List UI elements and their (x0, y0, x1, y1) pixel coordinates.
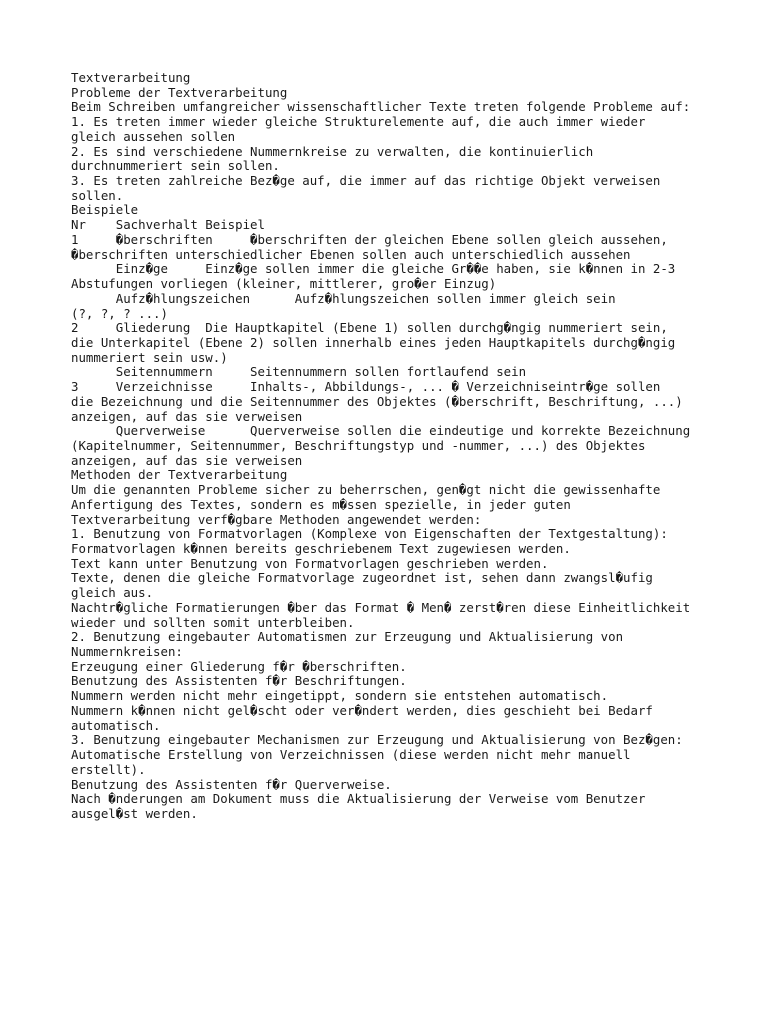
text-line: Einz�ge Einz�ge sollen immer die gleiche Gr��e haben, sie k�nnen in 2-3 (71, 261, 676, 277)
text-line: Beim Schreiben umfangreicher wissenschaftlicher Texte treten folgende Probleme auf: (71, 99, 691, 115)
text-line: Nummern k�nnen nicht gel�scht oder ver�ndert werden, dies geschieht bei Bedarf (71, 702, 653, 718)
text-line: Abstufungen vorliegen (kleiner, mittlerer, gro�er Einzug) (71, 276, 497, 292)
text-line: gleich aus. (71, 585, 154, 601)
text-line: Um die genannten Probleme sicher zu beherrschen, gen�gt nicht die gewissenhafte (71, 482, 661, 498)
text-line: 2 Gliederung Die Hauptkapitel (Ebene 1) sollen durchg�ngig nummeriert sein, (71, 320, 668, 336)
text-line: 3. Es treten zahlreiche Bez�ge auf, die immer auf das richtige Objekt verweisen (71, 173, 661, 189)
text-line: anzeigen, auf das sie verweisen (71, 408, 303, 424)
text-line: Formatvorlagen k�nnen bereits geschriebenem Text zugewiesen werden. (71, 541, 571, 556)
text-line: gleich aussehen sollen (71, 128, 236, 144)
text-line: 3 Verzeichnisse Inhalts-, Abbildungs-, ... � Verzeichniseintr�ge sollen (71, 379, 661, 395)
document-body (71, 71, 711, 822)
text-line: Probleme der Textverarbeitung (71, 84, 288, 100)
text-line: Texte, denen die gleiche Formatvorlage zugeordnet ist, sehen dann zwangsl�ufig (71, 570, 653, 586)
text-line: 1. Es treten immer wieder gleiche Strukturelemente auf, die auch immer wieder (71, 114, 646, 130)
text-line: Nr Sachverhalt Beispiel (71, 217, 265, 233)
text-line: Nach �nderungen am Dokument muss die Aktualisierung der Verweise vom Benutzer (71, 791, 646, 807)
text-line: 3. Benutzung eingebauter Mechanismen zur Erzeugung und Aktualisierung von Bez�gen: (71, 732, 683, 748)
text-line: Benutzung des Assistenten f�r Beschriftungen. (71, 673, 407, 689)
text-line: die Bezeichnung und die Seitennummer des Objektes (�berschrift, Beschriftung, ...) (71, 393, 683, 409)
text-line: durchnummeriert sein sollen. (71, 158, 280, 174)
text-line: Benutzung des Assistenten f�r Querverweise. (71, 776, 392, 792)
text-line: automatisch. (71, 717, 161, 733)
text-line: (?, ?, ? ...) (71, 305, 168, 321)
text-line: (Kapitelnummer, Seitennummer, Beschriftungstyp und -nummer, ...) des Objektes (71, 437, 646, 453)
text-line: wieder und sollten somit unterbleiben. (71, 614, 355, 630)
text-line: Text kann unter Benutzung von Formatvorlagen geschrieben werden. (71, 555, 549, 571)
text-line: Erzeugung einer Gliederung f�r �berschriften. (71, 658, 407, 674)
text-line: Textverarbeitung (71, 70, 191, 85)
text-line: Automatische Erstellung von Verzeichnissen (diese werden nicht mehr manuell (71, 747, 631, 763)
text-line: Nummern werden nicht mehr eingetippt, sondern sie entstehen automatisch. (71, 688, 609, 704)
text-line: anzeigen, auf das sie verweisen (71, 452, 303, 468)
text-line: die Unterkapitel (Ebene 2) sollen innerhalb eines jeden Hauptkapitels durchg�ngig (71, 334, 676, 350)
text-line: Nachtr�gliche Formatierungen �ber das Format � Men� zerst�ren diese Einheitlichkeit (71, 599, 691, 615)
text-line: Aufz�hlungszeichen Aufz�hlungszeichen sollen immer gleich sein (71, 290, 616, 306)
text-line: erstellt). (71, 761, 146, 777)
text-line: Textverarbeitung verf�gbare Methoden angewendet werden: (71, 511, 482, 527)
text-line: nummeriert sein usw.) (71, 349, 228, 365)
text-line: 2. Es sind verschiedene Nummernkreise zu verwalten, die kontinuierlich (71, 143, 594, 159)
text-line: Beispiele (71, 202, 139, 218)
text-line: Seitennummern Seitennummern sollen fortlaufend sein (71, 364, 527, 380)
text-line: �berschriften unterschiedlicher Ebenen sollen auch unterschiedlich aussehen (71, 246, 631, 262)
text-line: Querverweise Querverweise sollen die eindeutige und korrekte Bezeichnung (71, 423, 691, 439)
text-line: 1 �berschriften �berschriften der gleichen Ebene sollen gleich aussehen, (71, 231, 668, 247)
text-line: 1. Benutzung von Formatvorlagen (Komplexe von Eigenschaften der Textgestaltung): (71, 526, 668, 542)
text-line: Methoden der Textverarbeitung (71, 467, 288, 483)
text-line: Nummernkreisen: (71, 644, 183, 660)
text-line: ausgel�st werden. (71, 805, 198, 821)
text-line: Anfertigung des Textes, sondern es m�ssen spezielle, in jeder guten (71, 496, 571, 512)
text-line: sollen. (71, 187, 124, 203)
text-line: 2. Benutzung eingebauter Automatismen zur Erzeugung und Aktualisierung von (71, 629, 624, 645)
